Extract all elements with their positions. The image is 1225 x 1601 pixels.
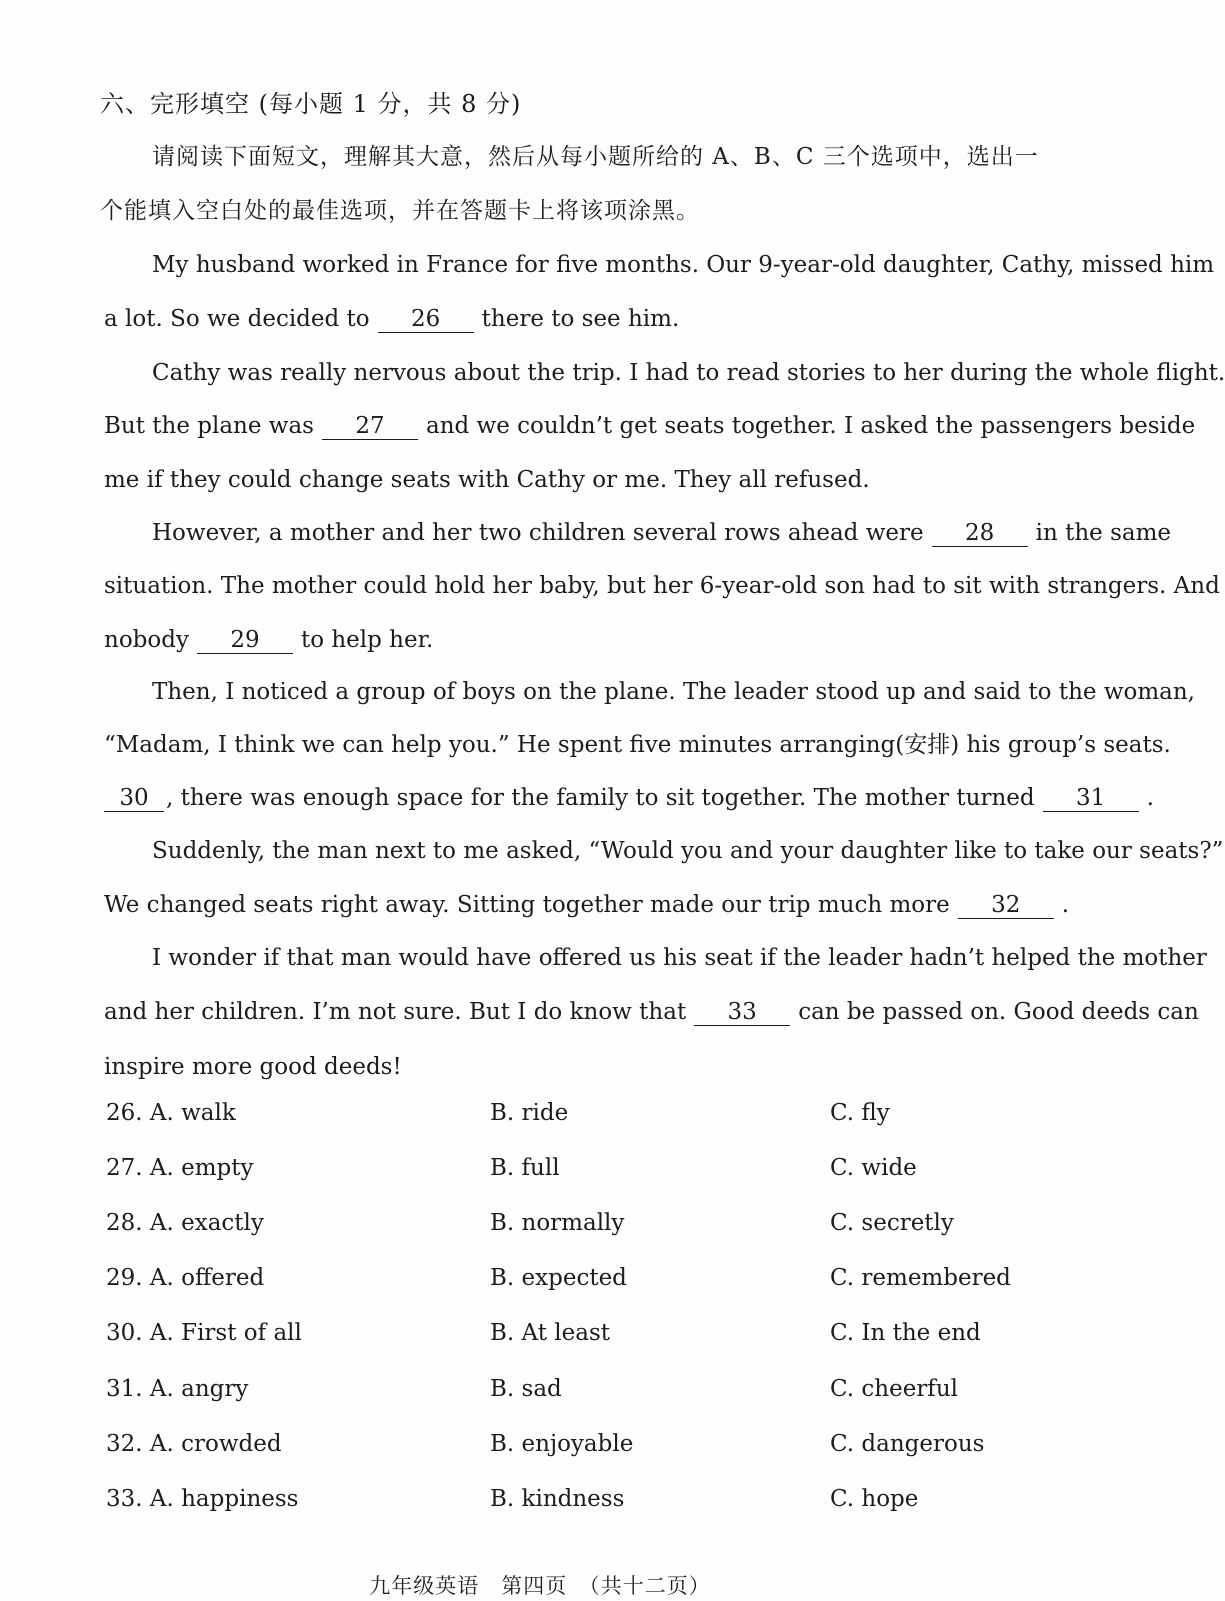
passage-line-11 <box>104 783 1154 813</box>
passage-text: But the plane was <box>104 413 314 439</box>
passage-text: there to see him. <box>481 306 680 332</box>
blank-26: 26 <box>378 306 474 333</box>
instructions-line-2: 个能填入空白处的最佳选项，并在答题卡上将该项涂黑。 <box>100 198 700 224</box>
blank-32: 32 <box>958 892 1054 919</box>
option-c[interactable]: C. secretly <box>830 1210 954 1236</box>
passage-line-9: Then, I noticed a group of boys on the plane. The leader stood up and said to the woman, <box>152 679 1195 705</box>
question-27 <box>106 1155 1036 1191</box>
instructions-line-1: 请阅读下面短文，理解其大意，然后从每小题所给的 A、B、C 三个选项中，选出一 <box>152 144 1039 170</box>
option-a[interactable]: 31. A. angry <box>106 1376 249 1402</box>
question-33 <box>106 1486 1036 1522</box>
option-a[interactable]: 27. A. empty <box>106 1155 254 1181</box>
passage-text: and her children. I’m not sure. But I do know that <box>104 999 687 1025</box>
option-a[interactable]: 29. A. offered <box>106 1265 265 1291</box>
question-28 <box>106 1210 1036 1246</box>
passage-line-5: me if they could change seats with Cathy or me. They all refused. <box>104 467 870 493</box>
option-c[interactable]: C. remembered <box>830 1265 1011 1291</box>
option-c[interactable]: C. wide <box>830 1155 917 1181</box>
option-b[interactable]: B. kindness <box>490 1486 625 1512</box>
passage-text: can be passed on. Good deeds can <box>798 999 1199 1025</box>
option-a[interactable]: 30. A. First of all <box>106 1320 302 1346</box>
option-a[interactable]: 28. A. exactly <box>106 1210 264 1236</box>
passage-text: We changed seats right away. Sitting together made our trip much more <box>104 892 950 918</box>
option-c[interactable]: C. fly <box>830 1100 890 1126</box>
question-31 <box>106 1376 1036 1412</box>
question-26 <box>106 1100 1036 1136</box>
option-b[interactable]: B. full <box>490 1155 560 1181</box>
passage-text: in the same <box>1035 520 1172 546</box>
passage-line-1: My husband worked in France for five months. Our 9-year-old daughter, Cathy, missed him <box>152 252 1215 278</box>
option-c[interactable]: C. cheerful <box>830 1376 958 1402</box>
passage-line-2 <box>104 304 1034 334</box>
passage-text: . <box>1146 785 1154 811</box>
passage-text: and we couldn’t get seats together. I asked the passengers beside <box>425 413 1196 439</box>
option-b[interactable]: B. ride <box>490 1100 569 1126</box>
blank-30: 30 <box>104 785 164 812</box>
option-b[interactable]: B. expected <box>490 1265 627 1291</box>
passage-text: However, a mother and her two children several rows ahead were <box>152 520 924 546</box>
option-b[interactable]: B. normally <box>490 1210 625 1236</box>
blank-31: 31 <box>1043 785 1139 812</box>
question-29 <box>106 1265 1036 1301</box>
blank-28: 28 <box>932 520 1028 547</box>
question-30 <box>106 1320 1036 1356</box>
passage-text: to help her. <box>300 627 434 653</box>
option-c[interactable]: C. dangerous <box>830 1431 985 1457</box>
passage-line-4 <box>104 411 1196 441</box>
option-b[interactable]: B. At least <box>490 1320 611 1346</box>
blank-29: 29 <box>197 627 293 654</box>
passage-line-7: situation. The mother could hold her baby, but her 6-year-old son had to sit with strangers. And <box>104 573 1220 599</box>
option-a[interactable]: 33. A. happiness <box>106 1486 299 1512</box>
passage-line-12: Suddenly, the man next to me asked, “Would you and your daughter like to take our seats?” <box>152 838 1224 864</box>
option-c[interactable]: C. hope <box>830 1486 919 1512</box>
passage-line-3: Cathy was really nervous about the trip. I had to read stories to her during the whole flight. <box>152 360 1225 386</box>
page-footer: 九年级英语 第四页 （共十二页） <box>369 1574 711 1598</box>
option-a[interactable]: 32. A. crowded <box>106 1431 282 1457</box>
option-b[interactable]: B. sad <box>490 1376 562 1402</box>
option-b[interactable]: B. enjoyable <box>490 1431 634 1457</box>
passage-text: a lot. So we decided to <box>104 306 370 332</box>
passage-line-10: “Madam, I think we can help you.” He spent five minutes arranging(安排) his group’s seats. <box>104 732 1171 758</box>
blank-27: 27 <box>322 413 418 440</box>
passage-line-6 <box>152 518 1172 548</box>
passage-text: . <box>1061 892 1070 918</box>
passage-text: , there was enough space for the family to sit together. The mother turned <box>166 785 1035 811</box>
option-a[interactable]: 26. A. walk <box>106 1100 236 1126</box>
passage-line-14: I wonder if that man would have offered us his seat if the leader hadn’t helped the mother <box>152 945 1207 971</box>
passage-line-8 <box>104 625 1034 655</box>
passage-text: nobody <box>104 627 189 653</box>
blank-33: 33 <box>694 999 790 1026</box>
question-32 <box>106 1431 1036 1467</box>
passage-line-15 <box>104 997 1199 1027</box>
passage-line-13 <box>104 890 1070 920</box>
passage-line-16: inspire more good deeds! <box>104 1054 402 1080</box>
option-c[interactable]: C. In the end <box>830 1320 981 1346</box>
section-title: 六、完形填空 (每小题 1 分，共 8 分) <box>100 90 522 118</box>
